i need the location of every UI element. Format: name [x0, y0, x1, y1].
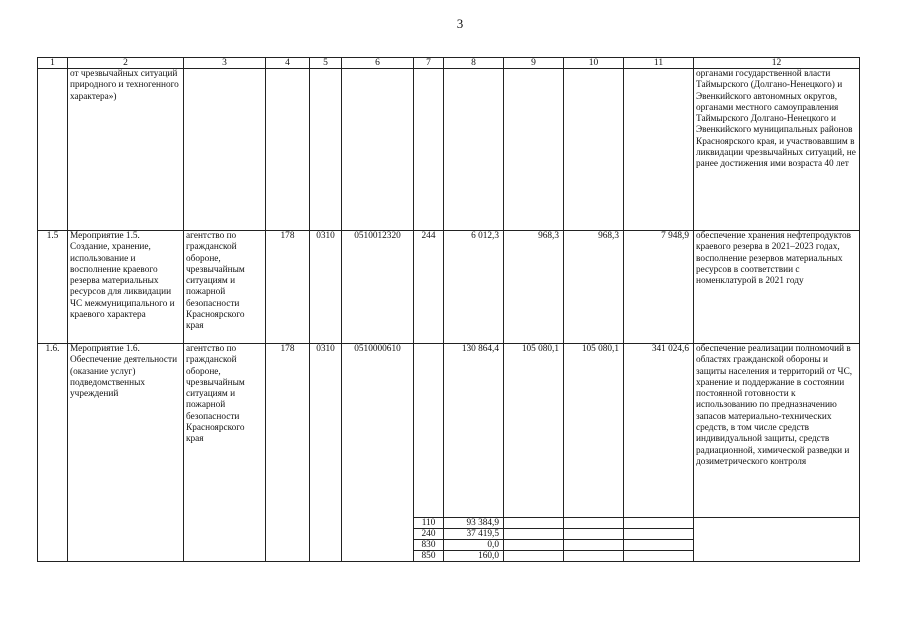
- row-number: 1.5: [38, 231, 68, 344]
- amount-2021: 93 384,9: [444, 518, 504, 529]
- header-cell: 8: [444, 58, 504, 69]
- grbs-code: 178: [266, 231, 310, 344]
- amount-2021: 37 419,5: [444, 529, 504, 540]
- header-cell: 11: [624, 58, 694, 69]
- agency-cell: агентство по гражданской обороне, чрезвычайным ситуациям и пожарной безопасности Красноярского края: [184, 344, 266, 562]
- vr-code: 830: [414, 540, 444, 551]
- header-cell: 4: [266, 58, 310, 69]
- amount-2021: 160,0: [444, 551, 504, 562]
- row-number: 1.6.: [38, 344, 68, 562]
- header-cell: 3: [184, 58, 266, 69]
- grbs-code: 178: [266, 344, 310, 562]
- activity-name: Мероприятие 1.5. Создание, хранение, использование и восполнение краевого резерва материальных ресурсов для ликвидации ЧС межмуниципального и краевого характера: [68, 231, 184, 344]
- amount-2021: 0,0: [444, 540, 504, 551]
- amount-total: 341 024,6: [624, 344, 694, 518]
- header-cell: 1: [38, 58, 68, 69]
- rzpr-code: 0310: [310, 344, 342, 562]
- vr-code: 244: [414, 231, 444, 344]
- table-row-1-6: [38, 344, 860, 518]
- cont-name-cell: от чрезвычайных ситуаций природного и техногенного характера»): [68, 69, 184, 231]
- header-cell: 12: [694, 58, 860, 69]
- table-row-continuation: [38, 69, 860, 231]
- rzpr-code: 0310: [310, 231, 342, 344]
- budget-table: [37, 57, 860, 562]
- cont-result-cell: органами государственной власти Таймырского (Долгано-Ненецкого) и Эвенкийского автономных округов, органами местного самоуправления Таймырского Долгано-Ненецкого и Эвенкийского муниципальных районов Красноярского края, и участвовавшим в ликвидации чрезвычайных ситуаций, не ранее достижения ими возраста 40 лет: [694, 69, 860, 231]
- amount-2023: 968,3: [564, 231, 624, 344]
- amount-total: 7 948,9: [624, 231, 694, 344]
- agency-cell: агентство по гражданской обороне, чрезвычайным ситуациям и пожарной безопасности Красноярского края: [184, 231, 266, 344]
- header-cell: 5: [310, 58, 342, 69]
- amount-2022: 105 080,1: [504, 344, 564, 518]
- vr-code: 850: [414, 551, 444, 562]
- csr-code: 0510012320: [342, 231, 414, 344]
- amount-2021: 130 864,4: [444, 344, 504, 518]
- amount-2022: 968,3: [504, 231, 564, 344]
- result-cell: обеспечение реализации полномочий в областях гражданской обороны и защиты населения и территорий от ЧС, хранение и поддержание в состоянии постоянной готовности к использованию по предназначению запасов материально-технических средств, в том числе средств индивидуальной защиты, средств радиационной, химической разведки и дозиметрического контроля: [694, 344, 860, 518]
- header-row: [38, 58, 860, 69]
- header-cell: 7: [414, 58, 444, 69]
- activity-name: Мероприятие 1.6. Обеспечение деятельности (оказание услуг) подведомственных учреждений: [68, 344, 184, 562]
- header-cell: 9: [504, 58, 564, 69]
- header-cell: 6: [342, 58, 414, 69]
- csr-code: 0510000610: [342, 344, 414, 562]
- header-cell: 2: [68, 58, 184, 69]
- amount-2021: 6 012,3: [444, 231, 504, 344]
- vr-code: [414, 344, 444, 518]
- vr-code: 110: [414, 518, 444, 529]
- table-row-1-5: [38, 231, 860, 344]
- amount-2023: 105 080,1: [564, 344, 624, 518]
- result-cell: обеспечение хранения нефтепродуктов краевого резерва в 2021–2023 годах, восполнение резервов материальных ресурсов в соответствии с номенклатурой в 2021 году: [694, 231, 860, 344]
- page-number: 3: [456, 16, 464, 31]
- vr-code: 240: [414, 529, 444, 540]
- header-cell: 10: [564, 58, 624, 69]
